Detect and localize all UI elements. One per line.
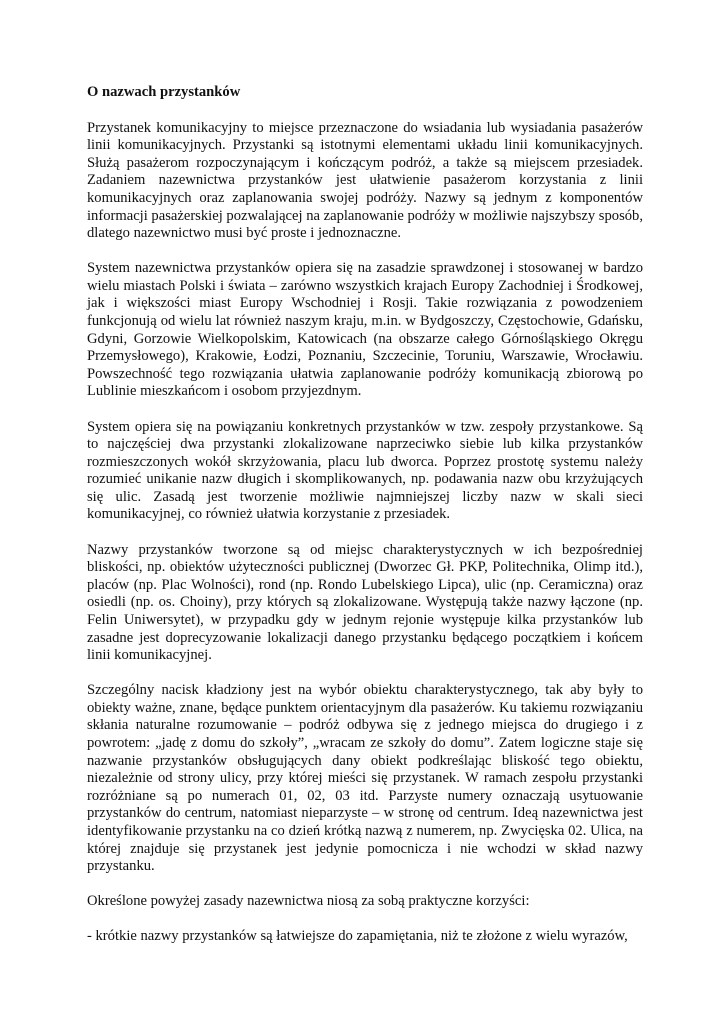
paragraph-name-sources: Nazwy przystanków tworzone są od miejsc charakterystycznych w ich bezpośredniej bliskości, np. obiektów użyteczności publicznej (Dworzec Gł. PKP, Politechnika, Olimp itd.), placów (np. Plac Wolności), rond (np. Rondo Lubelskiego Lipca), ulic (np. Ceramiczna) oraz osiedli (np. os. Choiny), przy których są zlokalizowane. Występują także nazwy łączone (np. Felin Uniwersytet), w przypadku gdy w jednym rejonie występuje kilka przystanków lub zasadne jest doprecyzowanie lokalizacji danego przystanku będącego początkiem i końcem linii komunikacyjnej. xyxy=(87,541,643,664)
paragraph-stop-definition: Przystanek komunikacyjny to miejsce przeznaczone do wsiadania lub wysiadania pasażerów linii komunikacyjnych. Przystanki są istotnymi elementami układu linii komunikacyjnych. Służą pasażerom rozpoczynającym i kończącym podróż, a także są miejscem przesiadek. Zadaniem nazewnictwa przystanków jest ułatwienie pasażerom korzystania z linii komunikacyjnych oraz zaplanowania swojej podróży. Nazwy są jednym z komponentów informacji pasażerskiej pozwalającej na zaplanowanie podróży w możliwie najszybszy sposób, dlatego nazewnictwo musi być proste i jednoznaczne. xyxy=(87,119,643,242)
document-title: O nazwach przystanków xyxy=(87,84,241,100)
paragraph-naming-system: System nazewnictwa przystanków opiera się na zasadzie sprawdzonej i stosowanej w bardzo wielu miastach Polski i świata – zarówno wszystkich krajach Europy Zachodniej i Środkowej, jak i większości miast Europy Wschodniej i Rosji. Takie rozwiązania z powodzeniem funkcjonują od wielu lat również naszym kraju, m.in. w Bydgoszczy, Częstochowie, Gdańsku, Gdyni, Gorzowie Wielkopolskim, Katowicach (na obszarze całego Górnośląskiego Okręgu Przemysłowego), Krakowie, Łodzi, Poznaniu, Szczecinie, Toruniu, Warszawie, Wrocławiu. Powszechność tego rozwiązania ułatwia zaplanowanie podróży komunikacją zbiorową po Lublinie mieszkańcom i osobom przyjezdnym. xyxy=(87,260,643,400)
paragraph-landmark-choice: Szczególny nacisk kładziony jest na wybór obiektu charakterystycznego, tak aby były to obiekty ważne, znane, będące punktem orientacyjnym dla pasażerów. Ku takiemu rozwiązaniu skłania naturalne rozumowanie – podróż odbywa się z jednego miejsca do drugiego i z powrotem: „jadę z domu do szkoły”, „wracam ze szkoły do domu”. Zatem logiczne staje się nazwanie przystanków obsługujących dany obiekt podkreślając bliskość tego obiektu, niezależnie od strony ulicy, przy której mieści się przystanek. W ramach zespołu przystanki rozróżniane są po numerach 01, 02, 03 itd. Parzyste numery oznaczają usytuowanie przystanków do centrum, natomiast nieparzyste – w stronę od centrum. Ideą nazewnictwa jest identyfikowanie przystanku na co dzień krótką nazwą z numerem, np. Zwycięska 02. Ulica, na której znajduje się przystanek jest jedynie pomocnicza i nie wchodzi w skład nazwy przystanku. xyxy=(87,682,643,875)
paragraph-stop-groups: System opiera się na powiązaniu konkretnych przystanków w tzw. zespoły przystankowe. Są to najczęściej dwa przystanki zlokalizowane naprzeciwko siebie lub kilka przystanków rozmieszczonych wokół skrzyżowania, placu lub dworca. Poprzez prostotę systemu należy rozumieć unikanie nazw długich i skomplikowanych, np. podawania nazw obu krzyżujących się ulic. Zasadą jest tworzenie możliwie najmniejszej liczby nazw w skali sieci komunikacyjnej, co również ułatwia korzystanie z przesiadek. xyxy=(87,418,643,523)
paragraph-benefits-intro: Określone powyżej zasady nazewnictwa niosą za sobą praktyczne korzyści: xyxy=(87,893,530,910)
document-page xyxy=(87,84,643,963)
list-item-short-names: - krótkie nazwy przystanków są łatwiejsze do zapamiętania, niż te złożone z wielu wyrazów, xyxy=(87,928,628,945)
